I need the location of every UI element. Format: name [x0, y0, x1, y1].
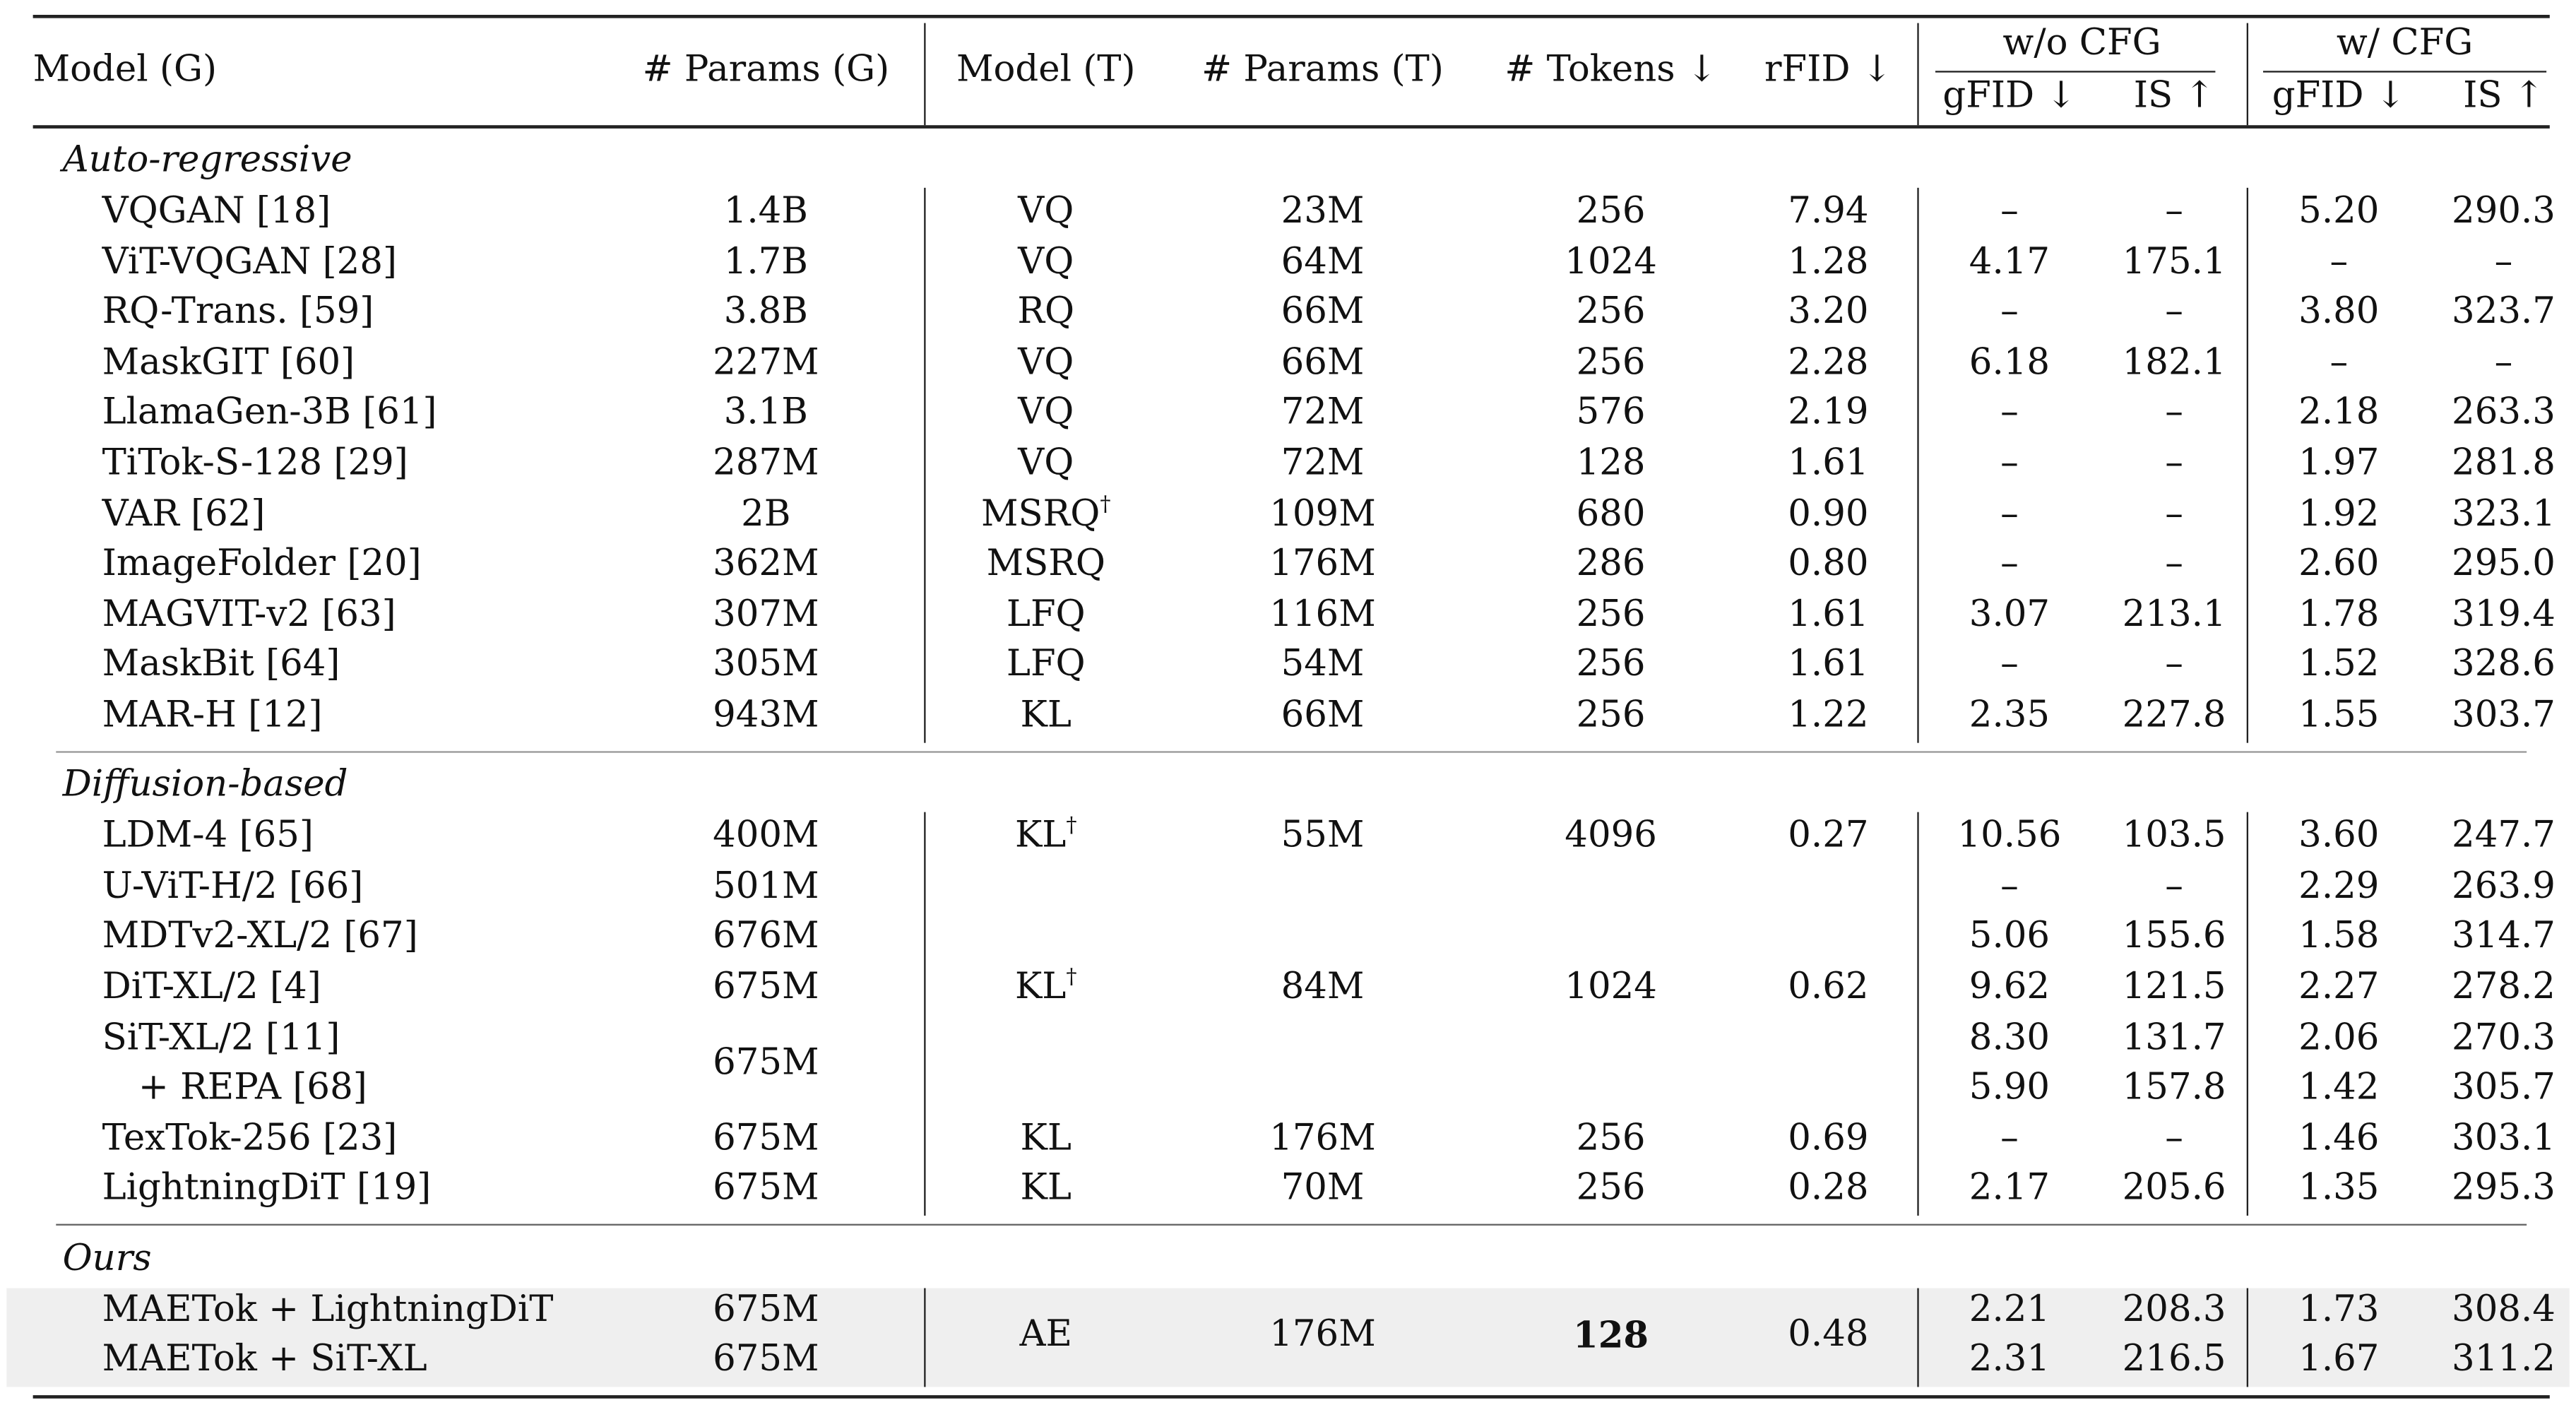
row-wo-gfid: 10.56 — [1957, 815, 2062, 857]
row-tokenizer: KL — [1020, 695, 1072, 737]
row-tokenizer: KL† — [1014, 813, 1077, 857]
row-params: 501M — [713, 866, 819, 908]
row-tokenizer-params: 109M — [1269, 494, 1376, 535]
row-tokenizer-params: 66M — [1281, 343, 1365, 384]
row-model: MaskGIT [60] — [102, 343, 355, 384]
row-params: 1.4B — [723, 191, 808, 232]
row-rfid: 0.90 — [1788, 494, 1869, 535]
row-w-gfid: 1.73 — [2298, 1289, 2380, 1332]
row-wo-is: 227.8 — [2122, 695, 2226, 737]
row-wo-is: – — [2165, 391, 2183, 434]
row-wo-is: 205.6 — [2122, 1168, 2226, 1209]
row-wo-gfid: – — [2000, 391, 2019, 434]
row-rfid: 1.61 — [1788, 594, 1869, 636]
row-wo-gfid: 5.06 — [1969, 915, 2050, 957]
row-w-gfid: 2.60 — [2298, 543, 2380, 585]
row-params: 675M — [713, 1168, 819, 1209]
row-rfid: 1.22 — [1788, 695, 1869, 737]
row-wo-gfid: 2.21 — [1969, 1289, 2050, 1332]
row-rfid: 1.61 — [1788, 443, 1869, 485]
header-tokens: # Tokens ↓ — [1504, 49, 1717, 91]
row-tokenizer-params: 72M — [1281, 443, 1365, 485]
row-params: 307M — [713, 594, 819, 636]
vrule-wo-ar — [1917, 188, 1919, 743]
row-w-is: 295.3 — [2452, 1168, 2556, 1209]
row-wo-gfid: – — [2000, 191, 2019, 232]
row-model: + REPA [68] — [138, 1067, 367, 1109]
row-wo-is: – — [2165, 1118, 2183, 1160]
row-model: VQGAN [18] — [102, 191, 331, 232]
row-params: 676M — [713, 915, 819, 957]
vrule-model-t-header — [924, 23, 926, 126]
row-w-is: 303.7 — [2452, 695, 2556, 737]
section-rule-diffusion — [56, 751, 2527, 752]
dagger-mark: † — [1100, 492, 1111, 518]
row-w-is: 319.4 — [2452, 594, 2556, 636]
row-wo-gfid: 5.90 — [1969, 1067, 2050, 1109]
header-wo-cfg: w/o CFG — [2002, 23, 2161, 64]
row-wo-gfid: – — [2000, 291, 2019, 333]
row-w-gfid: 1.78 — [2298, 594, 2380, 636]
row-rfid: 0.62 — [1788, 966, 1869, 1009]
row-tokens: 256 — [1576, 644, 1646, 686]
row-tokenizer: KL — [1020, 1168, 1072, 1209]
row-w-is: 311.2 — [2452, 1339, 2556, 1381]
row-rfid: 0.80 — [1788, 543, 1869, 585]
cfg-subrule-wo — [1935, 71, 2215, 72]
section-label-ours: Ours — [62, 1238, 152, 1280]
row-tokenizer: LFQ — [1006, 644, 1086, 686]
row-wo-gfid: 3.07 — [1969, 594, 2050, 636]
header-rule — [33, 125, 2550, 128]
row-tokenizer: VQ — [1018, 242, 1074, 284]
row-model: TiTok-S-128 [29] — [102, 443, 408, 485]
vrule-w-diff — [2247, 812, 2249, 1216]
vrule-w-ar — [2247, 188, 2249, 743]
section-label-diffusion: Diffusion-based — [62, 764, 348, 806]
row-w-is: 314.7 — [2452, 915, 2556, 957]
row-rfid: 2.28 — [1788, 343, 1869, 384]
row-model: ViT-VQGAN [28] — [102, 242, 397, 284]
vrule-w-header — [2247, 23, 2249, 126]
row-w-is: 247.7 — [2452, 815, 2556, 857]
row-w-gfid: 1.58 — [2298, 915, 2380, 957]
row-tokens: 680 — [1576, 494, 1646, 535]
row-tokens: 256 — [1576, 695, 1646, 737]
row-model: TexTok-256 [23] — [102, 1118, 398, 1160]
row-w-gfid: 2.18 — [2298, 391, 2380, 434]
row-model: DiT-XL/2 [4] — [102, 966, 321, 1009]
row-params: 675M — [713, 1043, 819, 1084]
row-wo-is: – — [2165, 644, 2183, 686]
row-w-is: 278.2 — [2452, 966, 2556, 1009]
cfg-subrule-w — [2263, 71, 2546, 72]
vrule-wo-header — [1917, 23, 1919, 126]
row-tokens: 128 — [1576, 443, 1646, 485]
row-tokenizer-params: 55M — [1281, 815, 1365, 857]
row-wo-gfid: – — [2000, 866, 2019, 908]
row-w-is: – — [2494, 242, 2513, 284]
row-w-is: – — [2494, 343, 2513, 384]
row-wo-is: – — [2165, 866, 2183, 908]
ours-tokenizer: AE — [1019, 1314, 1073, 1356]
row-wo-gfid: 2.17 — [1969, 1168, 2050, 1209]
row-tokens: 256 — [1576, 343, 1646, 384]
row-model: SiT-XL/2 [11] — [102, 1018, 340, 1060]
row-model: LlamaGen-3B [61] — [102, 391, 437, 434]
row-rfid: 0.28 — [1788, 1168, 1869, 1209]
row-params: 2B — [741, 494, 791, 535]
row-tokenizer: LFQ — [1006, 594, 1086, 636]
row-w-gfid: 1.55 — [2298, 695, 2380, 737]
row-tokens: 256 — [1576, 594, 1646, 636]
row-params: 675M — [713, 1289, 819, 1332]
row-w-is: 290.3 — [2452, 191, 2556, 232]
row-model: MAETok + SiT-XL — [102, 1339, 427, 1381]
vrule-model-t-ar — [924, 188, 926, 743]
row-wo-is: 182.1 — [2122, 343, 2226, 384]
row-tokenizer: KL† — [1014, 965, 1077, 1009]
row-tokenizer-params: 64M — [1281, 242, 1365, 284]
row-model: MAGVIT-v2 [63] — [102, 594, 396, 636]
bottom-rule — [33, 1395, 2550, 1398]
vrule-model-t-diff — [924, 812, 926, 1216]
row-tokenizer: VQ — [1018, 443, 1074, 485]
row-params: 675M — [713, 1339, 819, 1381]
vrule-model-t-ours — [924, 1288, 926, 1387]
row-tokenizer-params: 66M — [1281, 291, 1365, 333]
top-rule — [33, 15, 2550, 18]
row-tokenizer-params: 23M — [1281, 191, 1365, 232]
row-tokenizer: KL — [1020, 1118, 1072, 1160]
row-tokens: 4096 — [1565, 815, 1657, 857]
row-w-gfid: 1.67 — [2298, 1339, 2380, 1381]
dagger-mark: † — [1066, 813, 1077, 838]
row-params: 1.7B — [723, 242, 808, 284]
row-wo-is: 213.1 — [2122, 594, 2226, 636]
row-rfid: 7.94 — [1788, 191, 1869, 232]
row-w-is: 281.8 — [2452, 443, 2556, 485]
header-params-t: # Params (T) — [1201, 49, 1444, 91]
row-params: 362M — [713, 543, 819, 585]
row-w-is: 308.4 — [2452, 1289, 2556, 1332]
row-w-is: 323.7 — [2452, 291, 2556, 333]
row-params: 3.8B — [723, 291, 808, 333]
section-label-autoregressive: Auto-regressive — [62, 140, 352, 182]
row-params: 943M — [713, 695, 819, 737]
row-tokenizer-params: 176M — [1269, 543, 1376, 585]
row-w-is: 303.1 — [2452, 1118, 2556, 1160]
row-tokenizer-params: 72M — [1281, 391, 1365, 434]
row-model: MaskBit [64] — [102, 644, 340, 686]
row-wo-is: – — [2165, 443, 2183, 485]
row-tokenizer: VQ — [1018, 391, 1074, 434]
row-wo-gfid: – — [2000, 494, 2019, 535]
row-model: LDM-4 [65] — [102, 815, 314, 857]
header-w-gfid: gFID ↓ — [2272, 76, 2406, 117]
row-wo-gfid: – — [2000, 443, 2019, 485]
row-params: 305M — [713, 644, 819, 686]
row-wo-is: – — [2165, 191, 2183, 232]
header-w-cfg: w/ CFG — [2336, 23, 2474, 64]
row-rfid: 3.20 — [1788, 291, 1869, 333]
vrule-w-ours — [2247, 1288, 2249, 1387]
row-rfid: 2.19 — [1788, 391, 1869, 434]
ours-tokenizer-params: 176M — [1269, 1314, 1376, 1356]
row-wo-gfid: 8.30 — [1969, 1018, 2050, 1060]
row-model: VAR [62] — [102, 494, 266, 535]
row-model: ImageFolder [20] — [102, 543, 422, 585]
vrule-wo-diff — [1917, 812, 1919, 1216]
row-tokenizer-params: 70M — [1281, 1168, 1365, 1209]
row-tokens: 286 — [1576, 543, 1646, 585]
row-w-gfid: 1.42 — [2298, 1067, 2380, 1109]
row-wo-is: 121.5 — [2122, 966, 2226, 1009]
row-model: MDTv2-XL/2 [67] — [102, 915, 418, 957]
row-wo-is: 208.3 — [2122, 1289, 2226, 1332]
header-w-is: IS ↑ — [2463, 76, 2544, 117]
row-wo-is: – — [2165, 543, 2183, 585]
section-rule-ours — [56, 1224, 2527, 1226]
row-w-gfid: 1.92 — [2298, 494, 2380, 535]
row-w-is: 295.0 — [2452, 543, 2556, 585]
row-w-gfid: 3.60 — [2298, 815, 2380, 857]
row-params: 287M — [713, 443, 819, 485]
row-wo-gfid: 6.18 — [1969, 343, 2050, 384]
row-w-gfid: 1.35 — [2298, 1168, 2380, 1209]
row-model: MAR-H [12] — [102, 695, 323, 737]
row-tokenizer-params: 116M — [1269, 594, 1376, 636]
row-model: MAETok + LightningDiT — [102, 1289, 554, 1332]
row-w-gfid: 1.52 — [2298, 644, 2380, 686]
row-model: RQ-Trans. [59] — [102, 291, 374, 333]
row-model: U-ViT-H/2 [66] — [102, 866, 364, 908]
row-tokenizer: MSRQ — [986, 543, 1105, 585]
row-wo-is: 216.5 — [2122, 1339, 2226, 1381]
header-params-g: # Params (G) — [642, 49, 890, 91]
row-w-gfid: – — [2329, 242, 2349, 284]
row-w-is: 270.3 — [2452, 1018, 2556, 1060]
row-tokens: 256 — [1576, 1118, 1646, 1160]
row-w-is: 328.6 — [2452, 644, 2556, 686]
row-tokenizer: RQ — [1017, 291, 1075, 333]
row-w-gfid: 3.80 — [2298, 291, 2380, 333]
row-params: 675M — [713, 1118, 819, 1160]
row-wo-is: 175.1 — [2122, 242, 2226, 284]
row-tokenizer: MSRQ† — [980, 492, 1111, 535]
row-wo-is: – — [2165, 494, 2183, 535]
row-wo-gfid: 4.17 — [1969, 242, 2050, 284]
row-tokenizer-params: 54M — [1281, 644, 1365, 686]
row-wo-gfid: 2.31 — [1969, 1339, 2050, 1381]
row-params: 675M — [713, 966, 819, 1009]
row-wo-gfid: 9.62 — [1969, 966, 2050, 1009]
ours-tokens: 128 — [1573, 1314, 1649, 1358]
row-wo-is: 157.8 — [2122, 1067, 2226, 1109]
row-w-is: 263.9 — [2452, 866, 2556, 908]
row-rfid: 1.61 — [1788, 644, 1869, 686]
header-model-t: Model (T) — [956, 49, 1136, 91]
row-wo-gfid: – — [2000, 1118, 2019, 1160]
row-wo-gfid: – — [2000, 543, 2019, 585]
row-rfid: 0.27 — [1788, 815, 1869, 857]
row-model: LightningDiT [19] — [102, 1168, 432, 1209]
row-w-gfid: – — [2329, 343, 2349, 384]
row-tokenizer: VQ — [1018, 191, 1074, 232]
row-w-is: 323.1 — [2452, 494, 2556, 535]
row-tokens: 256 — [1576, 1168, 1646, 1209]
row-w-gfid: 1.97 — [2298, 443, 2380, 485]
row-w-gfid: 2.06 — [2298, 1018, 2380, 1060]
row-params: 400M — [713, 815, 819, 857]
header-model-g: Model (G) — [32, 49, 218, 91]
row-tokens: 256 — [1576, 191, 1646, 232]
row-tokens: 1024 — [1565, 242, 1657, 284]
header-wo-is: IS ↑ — [2133, 76, 2215, 117]
row-wo-is: – — [2165, 291, 2183, 333]
row-w-gfid: 5.20 — [2298, 191, 2380, 232]
row-w-gfid: 2.29 — [2298, 866, 2380, 908]
row-rfid: 1.28 — [1788, 242, 1869, 284]
row-wo-gfid: 2.35 — [1969, 695, 2050, 737]
ours-rfid: 0.48 — [1788, 1314, 1869, 1356]
dagger-mark: † — [1066, 965, 1077, 990]
row-tokens: 256 — [1576, 291, 1646, 333]
vrule-wo-ours — [1917, 1288, 1919, 1387]
row-params: 227M — [713, 343, 819, 384]
row-wo-is: 103.5 — [2122, 815, 2226, 857]
row-w-gfid: 2.27 — [2298, 966, 2380, 1009]
header-wo-gfid: gFID ↓ — [1942, 76, 2077, 117]
row-w-is: 263.3 — [2452, 391, 2556, 434]
row-tokens: 576 — [1576, 391, 1646, 434]
row-wo-is: 155.6 — [2122, 915, 2226, 957]
row-tokenizer: VQ — [1018, 343, 1074, 384]
row-w-is: 305.7 — [2452, 1067, 2556, 1109]
row-wo-gfid: – — [2000, 644, 2019, 686]
row-tokenizer-params: 66M — [1281, 695, 1365, 737]
row-params: 3.1B — [723, 391, 808, 434]
header-rfid: rFID ↓ — [1764, 49, 1892, 91]
row-tokens: 1024 — [1565, 966, 1657, 1009]
row-rfid: 0.69 — [1788, 1118, 1869, 1160]
row-tokenizer-params: 84M — [1281, 966, 1365, 1009]
row-w-gfid: 1.46 — [2298, 1118, 2380, 1160]
row-wo-is: 131.7 — [2122, 1018, 2226, 1060]
row-tokenizer-params: 176M — [1269, 1118, 1376, 1160]
